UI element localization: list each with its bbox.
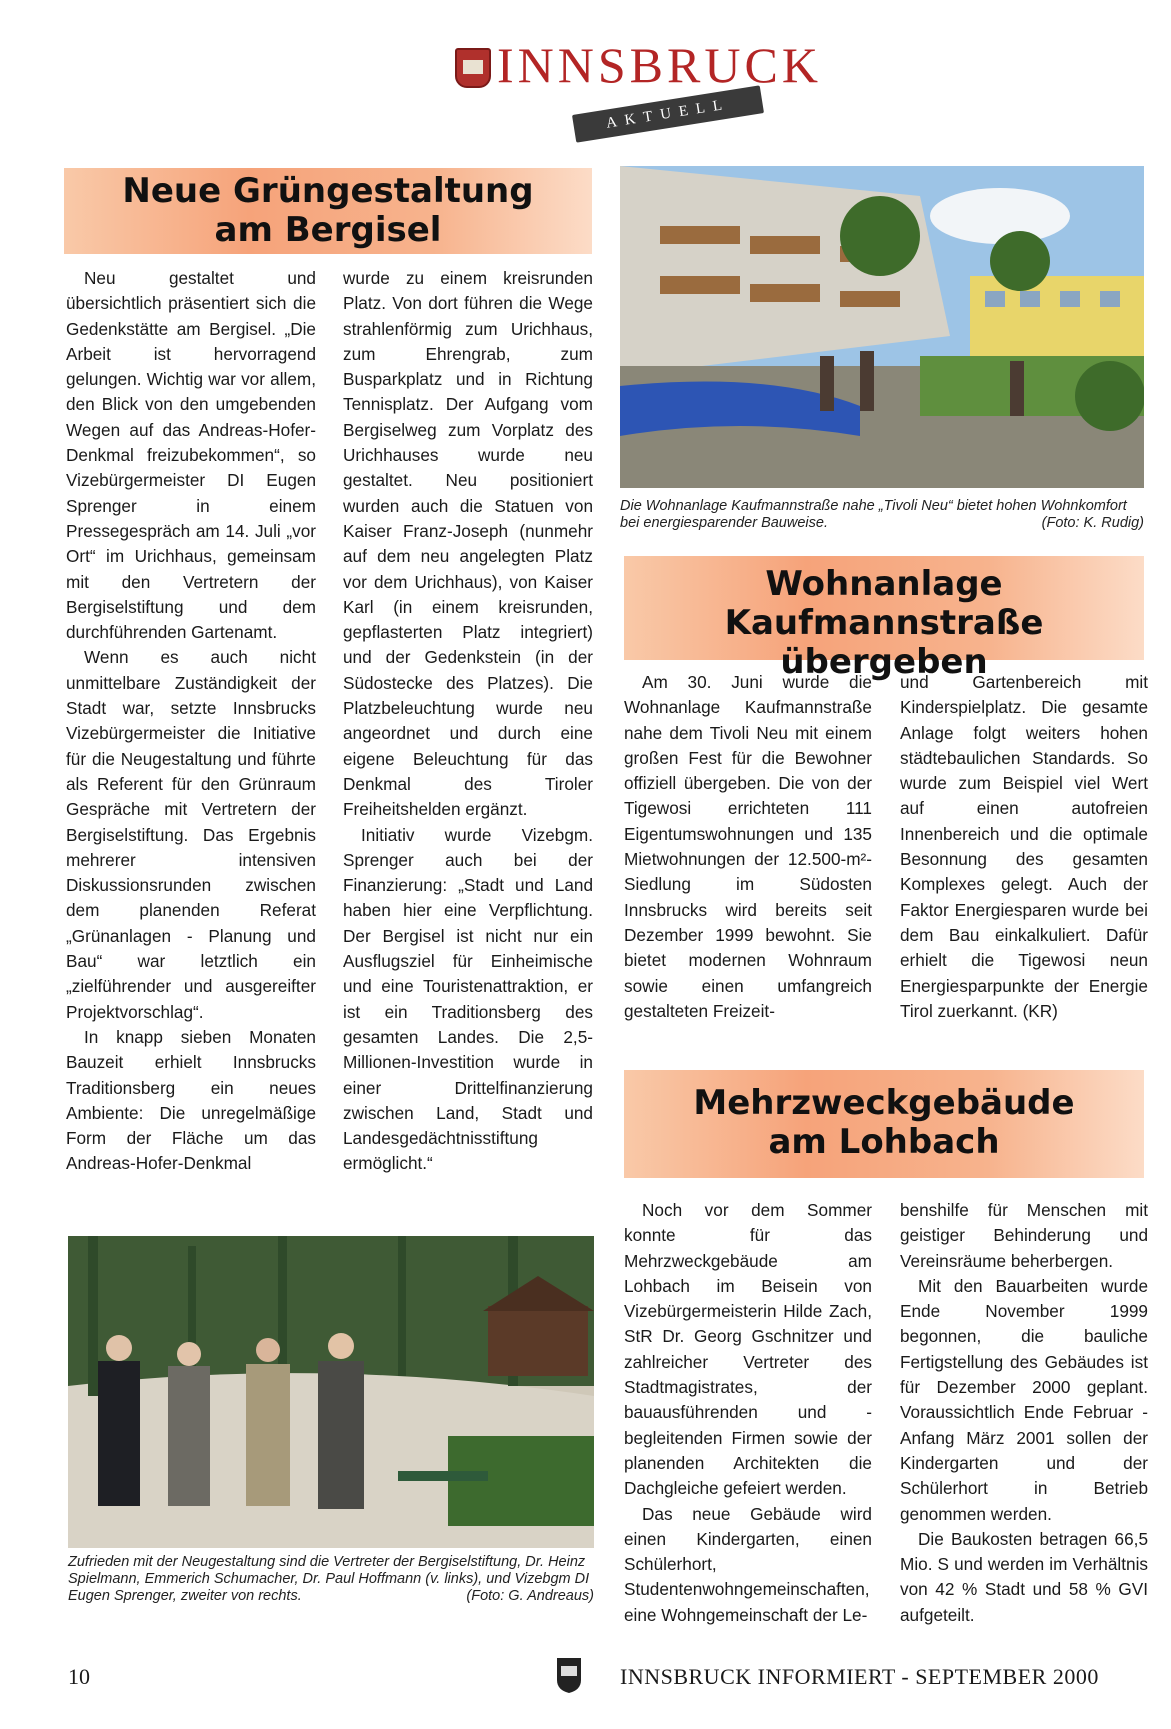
city-crest-icon <box>455 48 491 88</box>
city-crest-icon <box>555 1656 583 1694</box>
paragraph: Wenn es auch nicht unmittelbare Zuständigkeit der Stadt war, setzte Innsbrucks Vizebürgermeister die Initiative für die Neugestaltung und führte als Referent für den Grünraum Gespräche mit Vertretern der Bergiselstiftung. Das Ergebnis mehrerer intensiven Diskussionsrunden zwischen dem planenden Referat „Grünanlagen - Planung und Bau“ war letztlich ein „zielführender und ausgereifter Projektvorschlag“. <box>66 647 316 1022</box>
caption-text: Die Wohnanlage Kaufmannstraße nahe „Tivoli Neu“ bietet hohen Wohnkomfort bei energiesparender Bauweise. <box>620 498 1127 531</box>
article2-column2 <box>900 670 1148 1024</box>
article3-column2 <box>900 1198 1148 1628</box>
masthead-title: INNSBRUCK <box>497 37 822 93</box>
headline-wohnanlage <box>624 556 1144 683</box>
masthead <box>455 37 822 132</box>
headline-line: am Bergisel <box>214 210 442 251</box>
headline-mehrzweckgebaeude <box>624 1070 1144 1178</box>
headline-line: Kaufmannstraße übergeben <box>724 603 1044 683</box>
article1-column1 <box>66 266 316 1177</box>
photo-credit: (Foto: G. Andreaus) <box>466 1588 594 1604</box>
paragraph: Noch vor dem Sommer konnte für das Mehrzweckgebäude am Lohbach im Beisein von Vizebürgermeisterin Hilde Zach, StR Dr. Georg Gschnitzer und zahlreicher Vertreter des Stadtmagistrates, der bauausführenden und -begleitenden Firmen sowie der planenden Architekten die Dachgleiche gefeiert werden. <box>624 1200 872 1499</box>
photo-wohnanlage-caption <box>620 498 1144 532</box>
page-number: 10 <box>68 1664 90 1689</box>
paragraph: Initiativ wurde Vizebgm. Sprenger auch bei der Finanzierung: „Stadt und Land haben hier eine Verpflichtung. Der Bergisel ist nicht nur ein Ausflugsziel für Einheimische und eine Touristenattraktion, er ist ein Traditionsberg des gesamten Landes. Die 2,5-Millionen-Investition wurde in einer Drittelfinanzierung zwischen Land, Stadt und Landesgedächtnisstiftung ermöglicht.“ <box>343 824 593 1174</box>
photo-bergisel-illustration <box>68 1236 594 1548</box>
paragraph: In knapp sieben Monaten Bauzeit erhielt Innsbrucks Traditionsberg ein neues Ambiente: Die unregelmäßige Form der Fläche um das Andreas-Hofer-Denkmal <box>66 1026 316 1174</box>
paragraph: Die Baukosten betragen 66,5 Mio. S und werden im Verhältnis von 42 % Stadt und 58 % GVI aufgeteilt. <box>900 1528 1148 1625</box>
article1-column2 <box>343 266 593 1177</box>
masthead-ribbon <box>572 85 764 142</box>
caption-text: Zufrieden mit der Neugestaltung sind die Vertreter der Bergiselstiftung, Dr. Heinz Spielmann, Emmerich Schumacher, Dr. Paul Hoffmann (v. links), und Vizebgm DI Eugen Sprenger, zweiter von rechts. <box>68 1554 590 1604</box>
paragraph: Mit den Bauarbeiten wurde Ende November 1999 begonnen, die bauliche Fertigstellung des Gebäudes ist für Dezember 2000 geplant. Voraussichtlich Ende Februar - Anfang März 2001 sollen der Kindergarten und der Schülerhort in Betrieb genommen werden. <box>900 1275 1148 1524</box>
photo-wohnanlage <box>620 166 1144 488</box>
paragraph: und Gartenbereich mit Kinderspielplatz. Die gesamte Anlage folgt weiters hohen städtebaulichen Standards. So wurde zum Beispiel viel Wert auf einen autofreien Innenbereich und die optimale Besonnung des gesamten Komplexes gelegt. Auch der Faktor Energiesparen wurde bei dem Bau einkalkuliert. Dafür erhielt die Tigewosi neun Energiesparpunkte der Energie Tirol zuerkannt. (KR) <box>900 672 1148 1021</box>
photo-wohnanlage-illustration <box>620 166 1144 488</box>
paragraph: wurde zu einem kreisrunden Platz. Von dort führen die Wege strahlenförmig zum Urichhaus, zum Ehrengrab, zum Busparkplatz und in Richtung Tennisplatz. Der Aufgang vom Bergiselweg zum Vorplatz des Urichhauses wurde neu gestaltet. Neu positioniert wurden auch die Statuen von Kaiser Franz-Joseph (nunmehr auf dem neu angelegten Platz vor dem Urichhaus), von Kaiser Karl (in einem kreisrunden, gepflasterten Platz integriert) und der Gedenkstein (in der Südostecke des Platzes). Die Platzbeleuchtung wurde neu angeordnet und durch eine eigene Beleuchtung für das Denkmal des Tiroler Freiheitshelden ergänzt. <box>343 268 593 820</box>
article3-column1 <box>624 1198 872 1628</box>
paragraph: Das neue Gebäude wird einen Kindergarten, einen Schülerhort, Studentenwohngemeinschaften, eine Wohngemeinschaft der Le- <box>624 1503 872 1625</box>
ribbon-label: AKTUELL <box>604 96 732 132</box>
paragraph: Am 30. Juni wurde die Wohnanlage Kaufmannstraße nahe dem Tivoli Neu mit einem großen Fest für die Bewohner offiziell übergeben. Die von der Tigewosi errichteten 111 Eigentumswohnungen und 135 Mietwohnungen der 12.500-m²-Siedlung im Südosten Innsbrucks wird bereits seit Dezember 1999 bewohnt. Sie bietet modernen Wohnraum sowie einen umfangreich gestalteten Freizeit- <box>624 672 872 1021</box>
headline-line: am Lohbach <box>768 1122 1000 1163</box>
paragraph: Neu gestaltet und übersichtlich präsentiert sich die Gedenkstätte am Bergisel. „Die Arbeit ist hervorragend gelungen. Wichtig war vor allem, den Blick von den umgebenden Wegen auf das Andreas-Hofer-Denkmal freizubekommen“, so Vizebürgermeister DI Eugen Sprenger in einem Pressegespräch am 14. Juli „vor Ort“ im Urichhaus, gemeinsam mit den Vertretern der Bergiselstiftung und dem durchführenden Gartenamt. <box>66 268 316 643</box>
publication-title: INNSBRUCK INFORMIERT - SEPTEMBER 2000 <box>620 1664 1099 1689</box>
headline-line: Mehrzweckgebäude <box>693 1083 1075 1123</box>
paragraph: benshilfe für Menschen mit geistiger Behinderung und Vereinsräume beherbergen. <box>900 1200 1148 1271</box>
article2-column1 <box>624 670 872 1024</box>
headline-line: Neue Grüngestaltung <box>122 171 534 211</box>
photo-bergisel-caption <box>68 1554 594 1605</box>
headline-gruengestaltung <box>64 168 592 254</box>
photo-bergisel-group <box>68 1236 594 1548</box>
headline-line: Wohnanlage <box>765 564 1003 604</box>
photo-credit: (Foto: K. Rudig) <box>1041 515 1144 531</box>
